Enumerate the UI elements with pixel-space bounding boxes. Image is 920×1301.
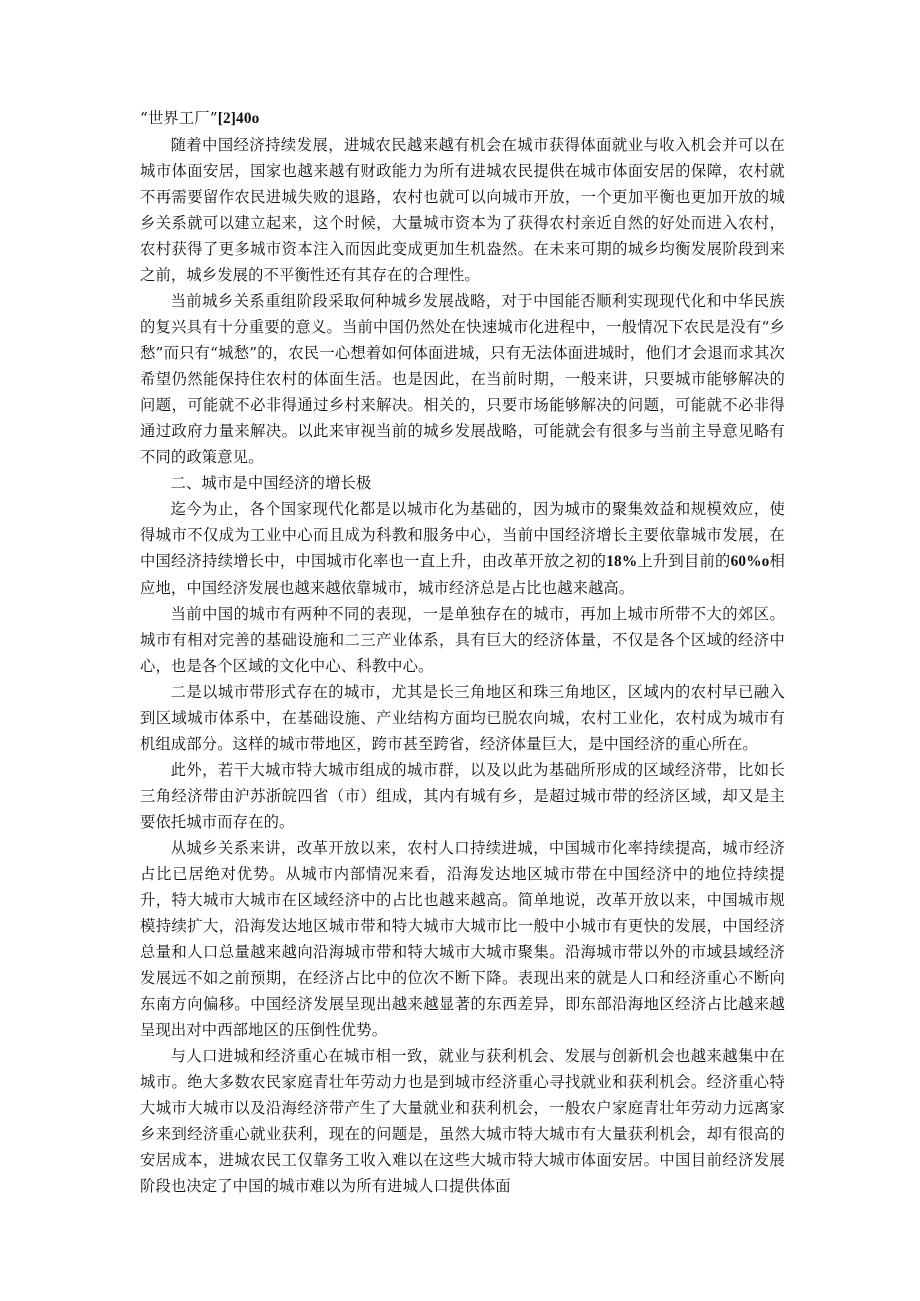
growth-text-part1: 迄今为止，各个国家现代化都是以城市化为基础的，因为城市的聚集效益和规模效应，使得城市不仅成为工业中心而且成为科教和服务中心，当前中国经济增长主要依靠城市发展，在中国经济持续增长中，中国城市化率也一直上升，由改革开放之初的 bbox=[140, 500, 785, 570]
growth-text-part3: 相应地，中国经济发展也越来越依靠城市，城市经济总是占比也越来越高。 bbox=[140, 552, 785, 597]
body-text bbox=[140, 105, 785, 1199]
continuation-line bbox=[140, 105, 785, 132]
urbanization-rate-now: 60%o bbox=[730, 553, 770, 570]
paragraph-economic-shift: 从城乡关系来讲，改革开放以来，农村人口持续进城，中国城市化率持续提高，城市经济占比已居绝对优势。从城市内部情况来看，沿海发达地区城市带在中国经济中的地位持续提升，特大城市大城市在区域经济中的占比也越来越高。简单地说，改革开放以来，中国城市规模持续扩大，沿海发达地区城市带和特大城市大城市比一般中小城市有更快的发展，中国经济总量和人口总量越来越向沿海城市带和特大城市大城市聚集。沿海城市带以外的市域县域经济发展远不如之前预期，在经济占比中的位次不断下降。表现出来的就是人口和经济重心不断向东南方向偏移。中国经济发展呈现出越来越显著的东西差异，即东部沿海地区经济占比越来越呈现出对中西部地区的压倒性优势。 bbox=[140, 839, 785, 1039]
quoted-term: “世界工厂” bbox=[140, 109, 218, 127]
citation-reference: [2]40o bbox=[217, 110, 260, 127]
paragraph-city-belts: 二是以城市带形式存在的城市，尤其是长三角地区和珠三角地区，区域内的农村早已融入到区域城市体系中，在基础设施、产业结构方面均已脱农向城，农村工业化，农村成为城市有机组成部分。这样的城市带地区，跨市甚至跨省，经济体量巨大，是中国经济的重心所在。 bbox=[140, 683, 785, 753]
paragraph-urbanization-growth bbox=[140, 496, 785, 601]
section-heading: 二、城市是中国经济的增长极 bbox=[170, 474, 372, 492]
growth-text-part2: 上升到目前的 bbox=[637, 552, 731, 570]
paragraph-urban-rural-balance: 随着中国经济持续发展，进城农民越来越有机会在城市获得体面就业与收入机会并可以在城市体面安居，国家也越来越有财政能力为所有进城农民提供在城市体面安居的保障，农村就不再需要留作农民进城失败的退路，农村也就可以向城市开放，一个更加平衡也更加开放的城乡关系就可以建立起来，这个时候，大量城市资本为了获得农村亲近自然的好处而进入农村，农村获得了更多城市资本注入而因此变成更加生机盎然。在未来可期的城乡均衡发展阶段到来之前，城乡发展的不平衡性还有其存在的合理性。 bbox=[140, 136, 785, 284]
paragraph-employment: 与人口进城和经济重心在城市相一致，就业与获利机会、发展与创新机会也越来越集中在城市。绝大多数农民家庭青壮年劳动力也是到城市经济重心寻找就业和获利机会。经济重心特大城市大城市以及沿海经济带产生了大量就业和获利机会，一般农户家庭青壮年劳动力远离家乡来到经济重心就业获利，现在的问题是，虽然大城市特大城市有大量获利机会，却有很高的安居成本，进城农民工仅靠务工收入难以在这些大城市特大城市体面安居。中国目前经济发展阶段也决定了中国的城市难以为所有进城人口提供体面 bbox=[140, 1047, 785, 1195]
paragraph-city-types: 当前中国的城市有两种不同的表现，一是单独存在的城市，再加上城市所带不大的郊区。城市有相对完善的基础设施和二三产业体系，具有巨大的经济体量，不仅是各个区域的经济中心，也是各个区域的文化中心、科教中心。 bbox=[140, 605, 785, 675]
paragraph-development-strategy: 当前城乡关系重组阶段采取何种城乡发展战略，对于中国能否顺利实现现代化和中华民族的复兴具有十分重要的意义。当前中国仍然处在快速城市化进程中，一般情况下农民是没有“乡愁”而只有“城愁”的，农民一心想着如何体面进城，只有无法体面进城时，他们才会退而求其次希望仍然能保持住农村的体面生活。也是因此，在当前时期，一般来讲，只要城市能够解决的问题，可能就不必非得通过乡村来解决。相关的，只要市场能够解决的问题，可能就不必非得通过政府力量来解决。以此来审视当前的城乡发展战略，可能就会有很多与当前主导意见略有不同的政策意见。 bbox=[140, 292, 785, 466]
paragraph-city-clusters: 此外，若干大城市特大城市组成的城市群，以及以此为基础所形成的区域经济带，比如长三角经济带由沪苏浙皖四省（市）组成，其内有城有乡，是超过城市带的经济区域，却又是主要依托城市而存在的。 bbox=[140, 761, 785, 831]
urbanization-rate-start: 18% bbox=[606, 553, 638, 570]
